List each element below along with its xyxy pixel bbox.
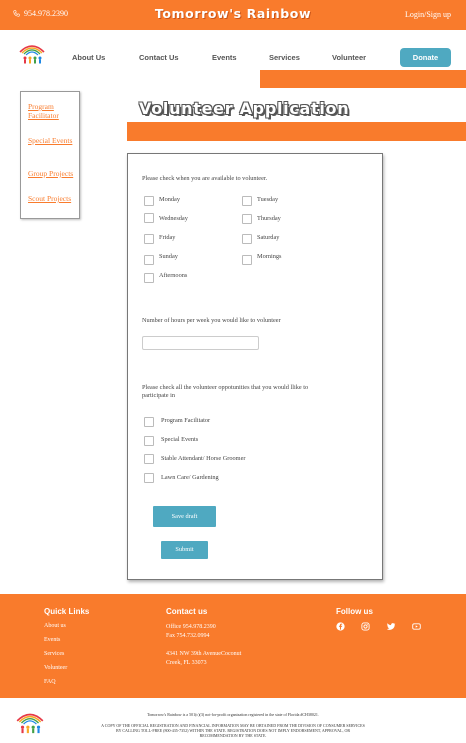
nav-about-us[interactable]: About Us — [72, 53, 106, 62]
title-banner — [127, 122, 466, 141]
registration-disclaimer: A COPY OF THE OFFICIAL REGISTRATION AND FINANCIAL INFORMATION MAY BE OBTAINED FROM THE DIVISION OF CONSUMER SERVICES BY CALLING TOLL-FREE (800-435-7352) WITHIN THE STATE. REGISTRATION DOES NOT IMPLY ENDORSEMENT, APPROVAL, OR RECOMMENDATION BY THE STATE. — [101, 723, 365, 739]
donate-button[interactable]: Donate — [400, 48, 451, 67]
sidebar-item-special-events[interactable]: Special Events — [28, 136, 73, 145]
checkbox-monday[interactable] — [144, 196, 154, 206]
checkbox-program-facilitator[interactable] — [144, 417, 154, 427]
save-draft-button[interactable]: Save draft — [153, 506, 216, 527]
nav-volunteer[interactable]: Volunteer — [332, 53, 367, 62]
volunteer-form — [127, 153, 383, 580]
youtube-icon[interactable] — [412, 622, 421, 631]
checkbox-special-events[interactable] — [144, 436, 154, 446]
decorative-banner — [260, 70, 466, 88]
submit-button[interactable]: Submit — [161, 541, 208, 559]
instagram-icon[interactable] — [361, 622, 370, 631]
checkbox-label: Afternoons — [159, 272, 188, 279]
checkbox-label: Special Events — [161, 436, 199, 443]
nonprofit-notice: Tomorrow's Rainbow is a 501(c)(3) not-for-profit organization registered in the state of Florida #CH38021. — [147, 712, 319, 717]
checkbox-wednesday[interactable] — [144, 213, 154, 223]
volunteer-sidebar — [20, 91, 80, 219]
footer — [0, 594, 466, 698]
checkbox-label: Sunday — [159, 253, 178, 260]
footer-link-about[interactable]: About us — [44, 623, 66, 629]
checkbox-afternoons[interactable] — [144, 273, 154, 283]
top-bar — [0, 0, 466, 30]
opportunities-question: Please check all the volunteer oppotunities that you would llike to participate in — [142, 384, 309, 399]
checkbox-label: Program Facilitator — [161, 417, 211, 424]
footer-link-services[interactable]: Services — [44, 651, 65, 657]
footer-link-volunteer[interactable]: Volunteer — [44, 665, 68, 671]
quick-links-heading: Quick Links — [44, 607, 90, 616]
checkbox-label: Tuesday — [257, 196, 279, 203]
footer-link-faq[interactable]: FAQ — [44, 679, 56, 685]
address-line2: Creek, FL 33073 — [166, 660, 207, 666]
checkbox-thursday[interactable] — [242, 214, 252, 224]
follow-heading: Follow us — [336, 607, 373, 616]
phone-number: 954.978.2390 — [24, 9, 68, 18]
hours-question: Number of hours per week you would like to volunteer — [142, 317, 281, 324]
office-phone[interactable]: Office 954.978.2390 — [166, 624, 216, 630]
checkbox-label: Stable Attendant/ Horse Groomer — [161, 455, 246, 462]
availability-question: Please check when you are available to volunteer. — [142, 175, 268, 182]
checkbox-label: Mornings — [257, 253, 282, 260]
checkbox-label: Thursday — [257, 215, 281, 222]
site-logo[interactable] — [17, 42, 47, 66]
login-signup-link[interactable]: Login/Sign up — [404, 10, 451, 19]
phone-link[interactable] — [13, 9, 68, 18]
nav-services[interactable]: Services — [269, 53, 300, 62]
legal-section — [0, 698, 466, 743]
sidebar-item-group-projects[interactable]: Group Projects — [28, 169, 74, 178]
page-title: Volunteer Application — [139, 99, 350, 118]
checkbox-label: Friday — [159, 234, 176, 241]
site-brand-title[interactable]: Tomorrow's Rainbow — [154, 6, 312, 21]
contact-heading: Contact us — [166, 607, 208, 616]
sidebar-item-scout-projects[interactable]: Scout Projects — [28, 194, 72, 203]
checkbox-saturday[interactable] — [242, 234, 252, 244]
footer-link-events[interactable]: Events — [44, 637, 61, 643]
checkbox-label: Monday — [159, 196, 180, 203]
checkbox-label: Lawn Care/ Gardening — [161, 474, 219, 481]
address-line1: 4341 NW 39th AvenueCoconut — [166, 651, 242, 657]
checkbox-mornings[interactable] — [242, 255, 252, 265]
phone-icon — [13, 10, 20, 17]
nav-contact-us[interactable]: Contact Us — [139, 53, 179, 62]
checkbox-stable-attendant[interactable] — [144, 454, 154, 464]
checkbox-lawn-care[interactable] — [144, 473, 154, 483]
hours-input[interactable] — [142, 336, 259, 350]
sidebar-item-program-facilitator[interactable]: Program Facilitator — [28, 102, 59, 120]
facebook-icon[interactable] — [336, 622, 345, 631]
fax-number: Fax 754.732.0994 — [166, 633, 210, 639]
checkbox-tuesday[interactable] — [242, 196, 252, 206]
checkbox-sunday[interactable] — [144, 255, 154, 265]
checkbox-friday[interactable] — [144, 234, 154, 244]
nav-events[interactable]: Events — [212, 53, 237, 62]
checkbox-label: Saturday — [257, 234, 280, 241]
twitter-icon[interactable] — [387, 622, 396, 631]
checkbox-label: Wednesday — [159, 215, 188, 222]
